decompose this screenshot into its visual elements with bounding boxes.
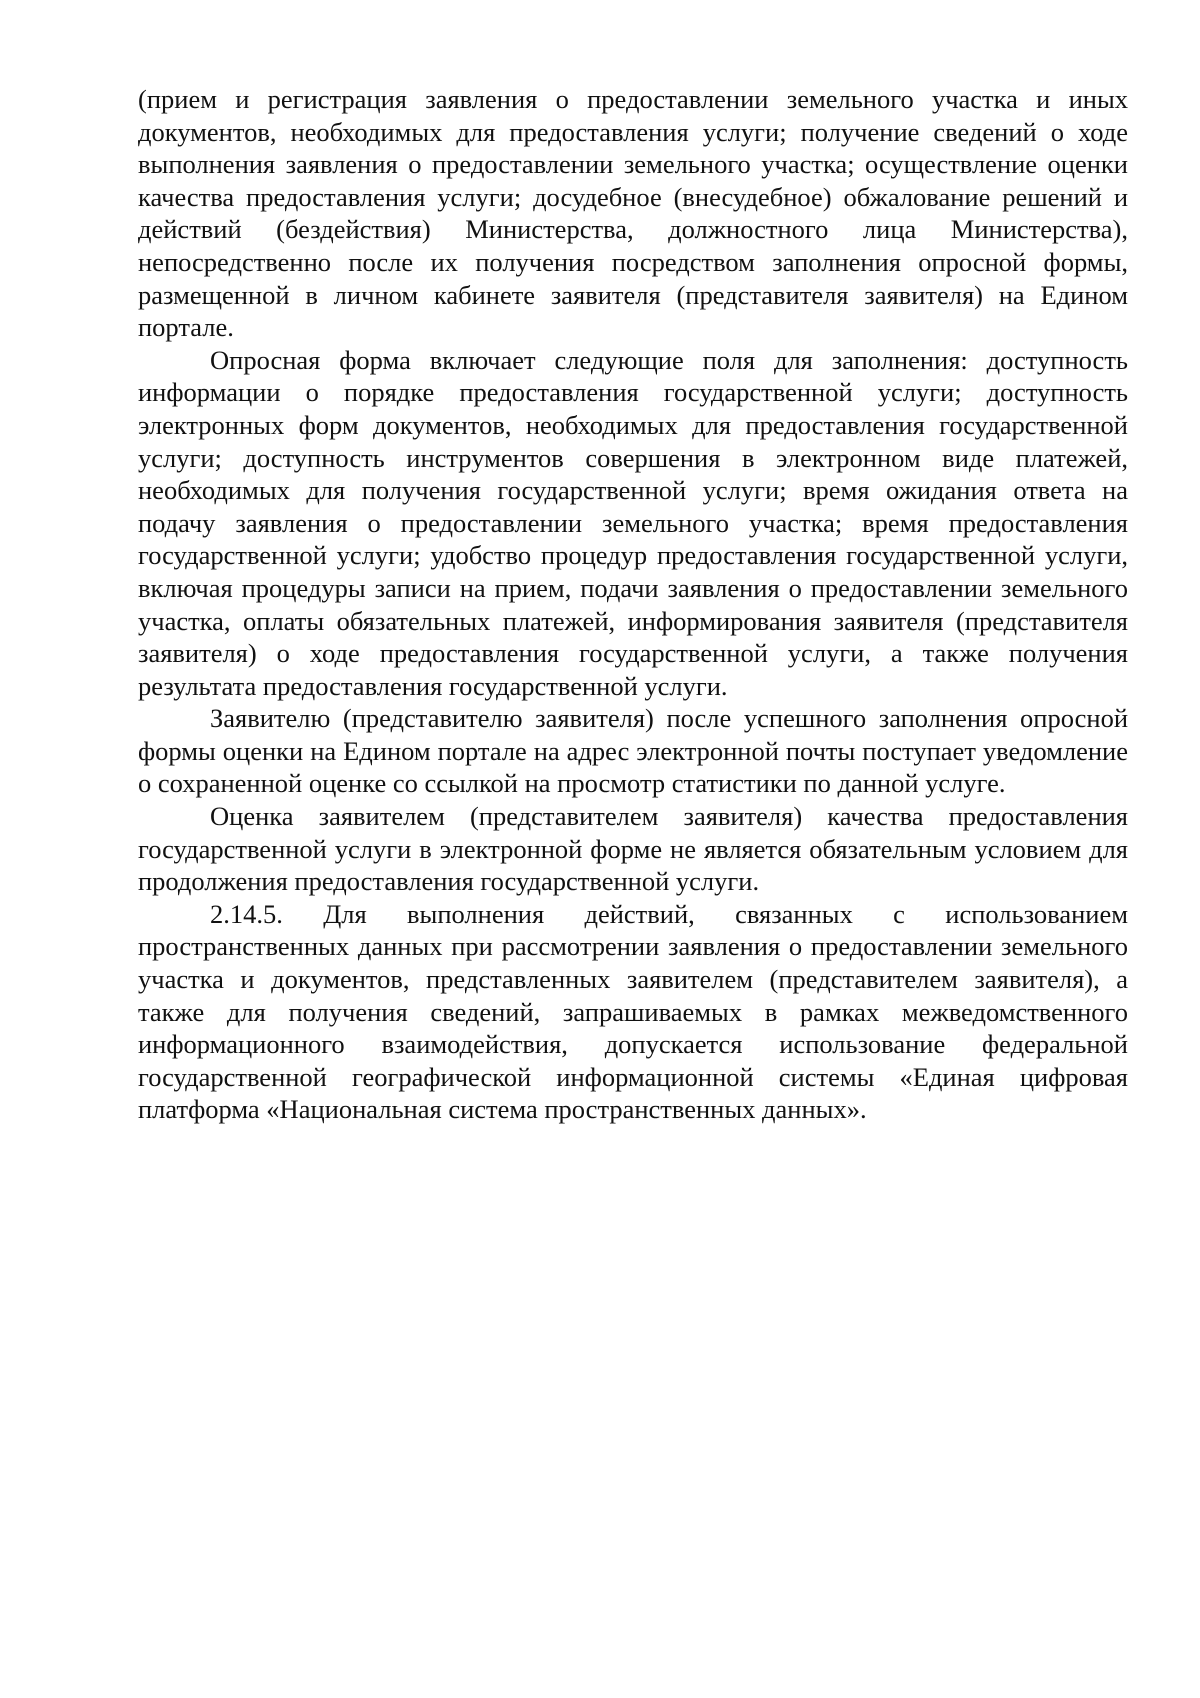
document-page xyxy=(138,83,1128,1126)
paragraph-assessment-optional: Оценка заявителем (представителем заявителя) качества предоставления государственной услуги в электронной форме не является обязательным условием для продолжения предоставления государственной услуги. xyxy=(138,801,1128,897)
paragraph-notification: Заявителю (представителю заявителя) после успешного заполнения опросной формы оценки на Едином портале на адрес электронной почты поступает уведомление о сохраненной оценке со ссылкой на просмотр статистики по данной услуге. xyxy=(138,703,1128,799)
paragraph-survey-form: Опросная форма включает следующие поля для заполнения: доступность информации о порядке предоставления государственной услуги; доступность электронных форм документов, необходимых для предоставления государственной услуги; доступность инструментов совершения в электронном виде платежей, необходимых для получения государственной услуги; время ожидания ответа на подачу заявления о предоставлении земельного участка; время предоставления государственной услуги; удобство процедур предоставления государственной услуги, включая процедуры записи на прием, подачи заявления о предоставлении земельного участка, оплаты обязательных платежей, информирования заявителя (представителя заявителя) о ходе предоставления государственной услуги, а также получения результата предоставления государственной услуги. xyxy=(138,344,1128,701)
paragraph-continuation: (прием и регистрация заявления о предоставлении земельного участка и иных документов, необходимых для предоставления услуги; получение сведений о ходе выполнения заявления о предоставлении земельного участка; осуществление оценки качества предоставления услуги; досудебное (внесудебное) обжалование решений и действий (бездействия) Министерства, должностного лица Министерства), непосредственно после их получения посредством заполнения опросной формы, размещенной в личном кабинете заявителя (представителя заявителя) на Едином портале. xyxy=(138,84,1128,343)
paragraph-2-14-5: 2.14.5. Для выполнения действий, связанных с использованием пространственных данных при рассмотрении заявления о предоставлении земельного участка и документов, представленных заявителем (представителем заявителя), а также для получения сведений, запрашиваемых в рамках межведомственного информационного взаимодействия, допускается использование федеральной государственной географической информационной системы «Единая цифровая платформа «Национальная система пространственных данных». xyxy=(138,898,1128,1125)
